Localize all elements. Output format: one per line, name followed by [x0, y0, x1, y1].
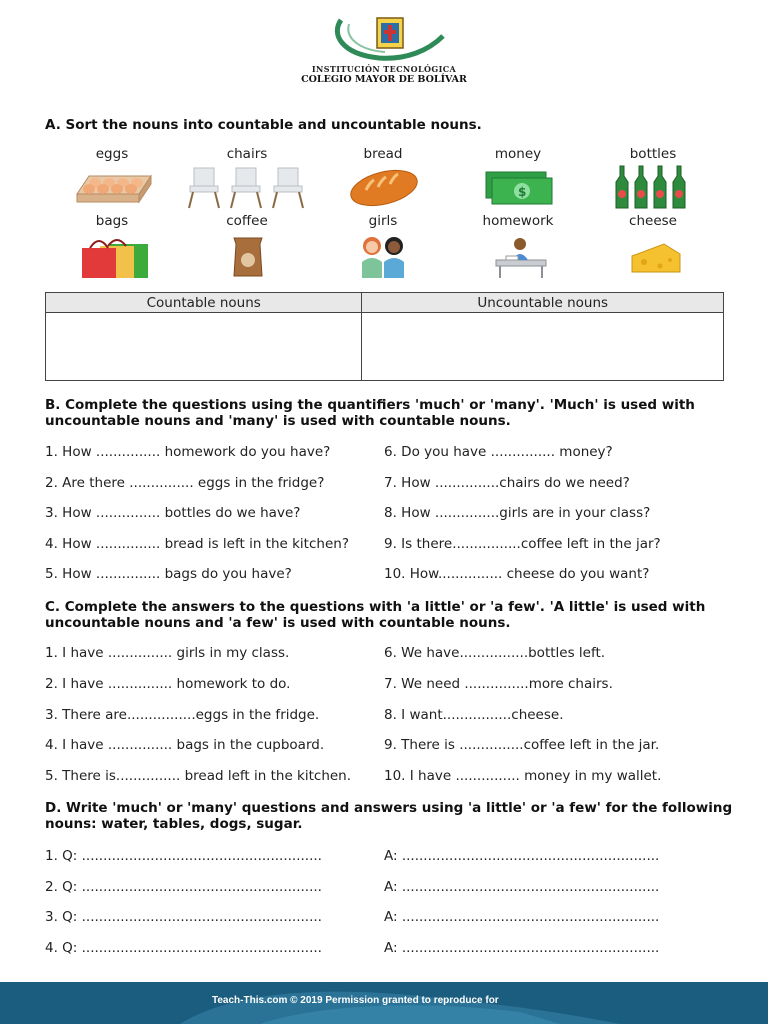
uncountable-header: Uncountable nouns [362, 293, 724, 313]
word-homework: homework [482, 213, 554, 229]
answer-c-2: 2. I have ............... homework to do. [45, 676, 291, 692]
question-d-2: 2. Q: ........................................................ [45, 879, 322, 895]
word-bottles: bottles [629, 146, 677, 162]
answer-c-6: 6. We have................bottles left. [384, 645, 606, 661]
word-eggs: eggs [95, 146, 129, 162]
cheese-icon [630, 240, 682, 276]
question-b-4: 4. How ............... bread is left in the kitchen? [45, 536, 349, 552]
answer-c-3: 3. There are................eggs in the fridge. [45, 707, 320, 723]
answer-c-9: 9. There is ...............coffee left in the jar. [384, 737, 660, 753]
word-bread: bread [363, 146, 403, 162]
school-logo [296, 14, 472, 92]
word-cheese: cheese [629, 213, 677, 229]
section-d-heading: D. Write 'much' or 'many' questions and answers using 'a little' or 'a few' for the following nouns: water, tables, dogs, sugar. [45, 800, 733, 832]
uncountable-answer-cell[interactable] [362, 313, 724, 381]
bread-icon [348, 168, 420, 208]
question-b-10: 10. How............... cheese do you want? [384, 566, 650, 582]
question-b-1: 1. How ............... homework do you have? [45, 444, 331, 460]
answer-d-3: A: ............................................................ [384, 909, 660, 925]
word-girls: girls [368, 213, 398, 229]
question-b-8: 8. How ...............girls are in your class? [384, 505, 651, 521]
answer-c-8: 8. I want................cheese. [384, 707, 564, 723]
question-d-1: 1. Q: ........................................................ [45, 848, 322, 864]
question-b-2: 2. Are there ............... eggs in the fridge? [45, 475, 325, 491]
question-d-4: 4. Q: ........................................................ [45, 940, 322, 956]
answer-c-5: 5. There is............... bread left in the kitchen. [45, 768, 352, 784]
word-coffee: coffee [226, 213, 268, 229]
section-c-heading: C. Complete the answers to the questions with 'a little' or 'a few'. 'A little' is used with uncountable nouns and 'a few' is used with countable nouns. [45, 599, 706, 631]
question-d-3: 3. Q: ........................................................ [45, 909, 322, 925]
nouns-table [45, 292, 724, 381]
girls-icon [356, 234, 412, 280]
footer-bar [0, 982, 768, 1024]
answer-c-7: 7. We need ...............more chairs. [384, 676, 613, 692]
question-b-3: 3. How ............... bottles do we have? [45, 505, 301, 521]
word-money: money [494, 146, 542, 162]
answer-d-4: A: ............................................................ [384, 940, 660, 956]
answer-c-10: 10. I have ............... money in my wallet. [384, 768, 662, 784]
homework-icon [492, 236, 548, 280]
answer-c-4: 4. I have ............... bags in the cupboard. [45, 737, 325, 753]
chairs-icon [186, 164, 310, 210]
question-b-7: 7. How ...............chairs do we need? [384, 475, 630, 491]
question-b-5: 5. How ............... bags do you have? [45, 566, 292, 582]
svg-text:$: $ [518, 185, 527, 199]
question-b-9: 9. Is there................coffee left in the jar? [384, 536, 661, 552]
countable-answer-cell[interactable] [46, 313, 362, 381]
money-icon [484, 170, 556, 208]
word-chairs: chairs [226, 146, 268, 162]
section-b-heading: B. Complete the questions using the quantifiers 'much' or 'many'. 'Much' is used with uncountable nouns and 'many' is used with countable nouns. [45, 397, 695, 429]
countable-header: Countable nouns [46, 293, 362, 313]
footer-copyright: Teach-This.com © 2019 Permission granted to reproduce for [212, 995, 499, 1006]
school-crest-icon [319, 14, 449, 62]
egg-carton-icon [75, 166, 155, 206]
section-a-heading: A. Sort the nouns into countable and uncountable nouns. [45, 117, 482, 133]
word-bags: bags [95, 213, 129, 229]
institution-line-2: COLEGIO MAYOR DE BOLÍVAR [301, 74, 467, 85]
shopping-bags-icon [80, 234, 150, 280]
question-b-6: 6. Do you have ............... money? [384, 444, 613, 460]
answer-c-1: 1. I have ............... girls in my class. [45, 645, 290, 661]
answer-d-1: A: ............................................................ [384, 848, 660, 864]
institution-line-1: INSTITUCIÓN TECNOLÓGICA [311, 64, 457, 74]
answer-d-2: A: ............................................................ [384, 879, 660, 895]
bottles-icon [614, 164, 690, 210]
coffee-bag-icon [230, 234, 266, 280]
